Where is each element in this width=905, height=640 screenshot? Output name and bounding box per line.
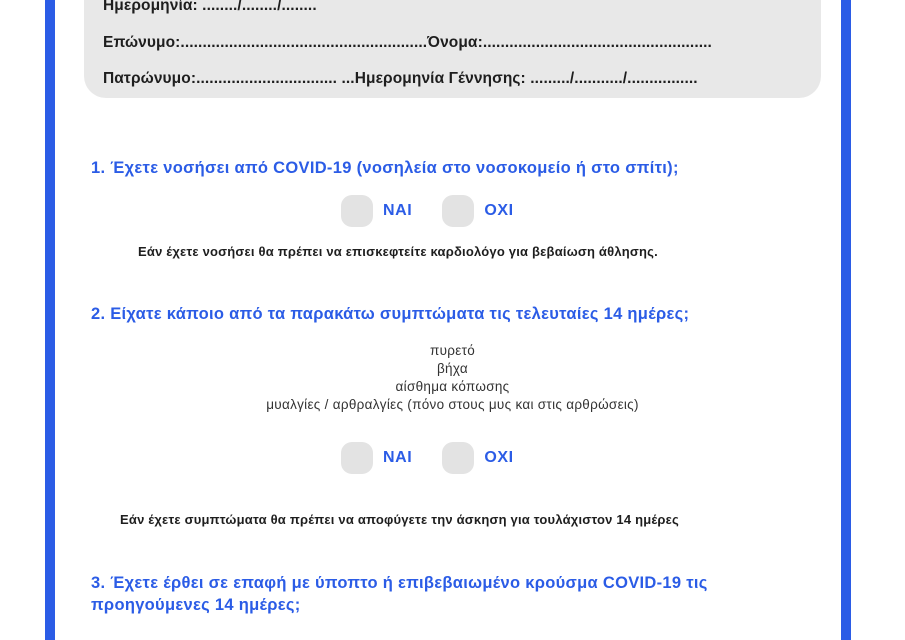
father-birthdate-field[interactable]: Πατρώνυμο:................................ ...Ημερομηνία Γέννησης: ........./.........../................ xyxy=(103,70,698,87)
q1-yes-label: ΝΑΙ xyxy=(383,202,413,219)
symptom-list xyxy=(0,342,905,414)
symptom-item: αίσθημα κόπωσης xyxy=(395,379,510,394)
date-field[interactable]: Ημερομηνία: ......../......../........ xyxy=(103,0,317,14)
q1-options xyxy=(341,195,544,227)
question-2: 2. Είχατε κάποιο από τα παρακάτω συμπτώματα τις τελευταίες 14 ημέρες; xyxy=(91,305,690,323)
symptom-item: μυαλγίες / αρθραλγίες (πόνο στους μυς και στις αρθρώσεις) xyxy=(266,397,639,412)
q2-options xyxy=(341,442,544,474)
q1-yes-checkbox[interactable] xyxy=(341,195,373,227)
q2-note: Εάν έχετε συμπτώματα θα πρέπει να αποφύγετε την άσκηση για τουλάχιστον 14 ημέρες xyxy=(120,512,680,527)
symptom-item: βήχα xyxy=(436,361,468,376)
q2-yes-label: ΝΑΙ xyxy=(383,449,413,466)
q1-no-checkbox[interactable] xyxy=(442,195,474,227)
question-1: 1. Έχετε νοσήσει από COVID-19 (νοσηλεία στο νοσοκομείο ή στο σπίτι); xyxy=(91,159,679,177)
question-3: 3. Έχετε έρθει σε επαφή με ύποπτο ή επιβεβαιωμένο κρούσμα COVID-19 τις προηγούμενες 14 ημέρες; xyxy=(91,574,708,614)
q1-no-label: ΟΧΙ xyxy=(484,202,514,219)
q2-yes-checkbox[interactable] xyxy=(341,442,373,474)
q1-note: Εάν έχετε νοσήσει θα πρέπει να επισκεφτείτε καρδιολόγο για βεβαίωση άθλησης. xyxy=(138,244,658,259)
q2-no-checkbox[interactable] xyxy=(442,442,474,474)
name-field[interactable]: Επώνυμο:........................................................Όνομα:.................................................... xyxy=(103,34,712,51)
q2-no-label: ΟΧΙ xyxy=(484,449,514,466)
symptom-item: πυρετό xyxy=(429,343,476,358)
